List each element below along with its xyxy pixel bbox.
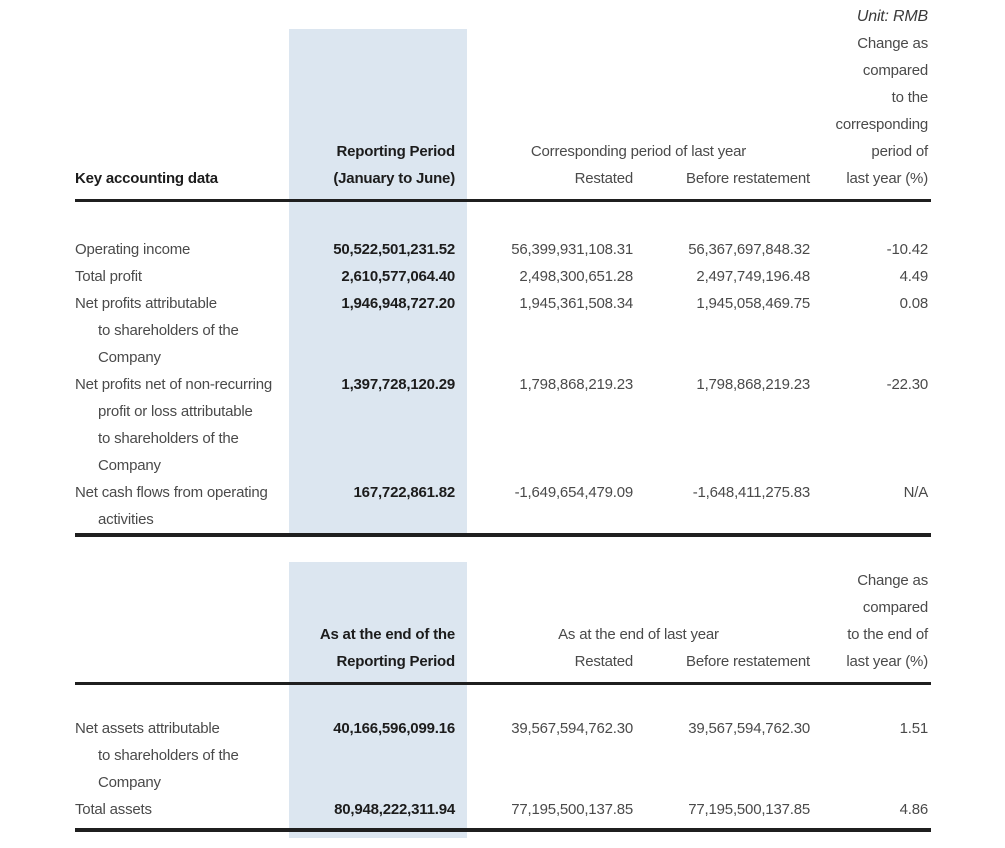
table-row — [75, 684, 931, 797]
reporting-period-value: 2,610,577,064.40 — [341, 268, 455, 285]
balance-sheet-data-table — [75, 562, 931, 832]
table1-col-header-change: Change as compared to the corresponding period of last year (%) — [822, 0, 931, 201]
table2-group-header-title: As at the end of last year — [558, 626, 719, 643]
reporting-period-value: 80,948,222,311.94 — [289, 796, 467, 830]
change-value: -10.42 — [886, 241, 928, 258]
restated-value: 2,498,300,651.28 — [519, 268, 633, 285]
table1-col-header-corresponding-period-group — [467, 0, 822, 201]
before-restatement-value: 39,567,594,762.30 — [688, 720, 810, 737]
change-value: 4.86 — [822, 796, 931, 830]
reporting-period-value: 1,397,728,120.29 — [341, 376, 455, 393]
restated-value: 1,798,868,219.23 — [519, 376, 633, 393]
restated-value: 39,567,594,762.30 — [511, 720, 633, 737]
row-label: Net profits net of non-recurring profit or loss attributable to shareholders of the Company — [75, 376, 273, 474]
table1-header-row — [75, 0, 931, 201]
restated-value: 77,195,500,137.85 — [467, 796, 645, 830]
reporting-period-value: 1,946,948,727.20 — [341, 295, 455, 312]
before-restatement-value: 2,497,749,196.48 — [696, 268, 810, 285]
change-value: 1.51 — [899, 720, 928, 737]
before-restatement-value: 1,945,058,469.75 — [696, 295, 810, 312]
table1-group-header-title: Corresponding period of last year — [530, 143, 747, 160]
key-accounting-data-table — [75, 0, 931, 537]
table2-col-header-empty — [75, 562, 289, 684]
change-value: N/A — [822, 479, 931, 535]
table1-col-header-reporting-period: Reporting Period (January to June) — [289, 0, 467, 201]
table-row — [75, 201, 931, 264]
table1-subheader-restated: Restated — [574, 170, 633, 187]
table2-subheader-restated: Restated — [574, 653, 633, 670]
restated-value: -1,649,654,479.09 — [467, 479, 645, 535]
row-label: Net cash flows from operating activities — [75, 479, 289, 535]
table1-subheader-before-restatement: Before restatement — [686, 170, 810, 187]
restated-value: 56,399,931,108.31 — [511, 241, 633, 258]
table2-subheader-before-restatement: Before restatement — [686, 653, 810, 670]
before-restatement-value: 56,367,697,848.32 — [688, 241, 810, 258]
before-restatement-value: 77,195,500,137.85 — [645, 796, 822, 830]
table-row — [75, 479, 931, 535]
table2-col-header-change: Change as compared to the end of last year (%) — [822, 562, 931, 684]
reporting-period-value: 50,522,501,231.52 — [333, 241, 455, 258]
restated-value: 1,945,361,508.34 — [519, 295, 633, 312]
before-restatement-value: 1,798,868,219.23 — [696, 376, 810, 393]
reporting-period-value: 40,166,596,099.16 — [333, 720, 455, 737]
reporting-period-value: 167,722,861.82 — [289, 479, 467, 535]
unit-label: Unit: RMB — [856, 8, 928, 25]
row-label: Net profits attributable to shareholders of the Company — [75, 295, 239, 366]
table2-col-header-end-of-last-year-group — [467, 562, 822, 684]
table-row — [75, 290, 931, 371]
table2-col-header-end-of-reporting-period: As at the end of the Reporting Period — [289, 562, 467, 684]
table-row — [75, 263, 931, 290]
row-label: Net assets attributable to shareholders of the Company — [75, 720, 239, 791]
row-label: Total assets — [75, 796, 289, 830]
table-row — [75, 796, 931, 830]
change-value: -22.30 — [886, 376, 928, 393]
before-restatement-value: -1,648,411,275.83 — [645, 479, 822, 535]
table2-header-row — [75, 562, 931, 684]
change-value: 0.08 — [899, 295, 928, 312]
row-label: Total profit — [75, 268, 142, 285]
row-label: Operating income — [75, 241, 191, 258]
change-value: 4.49 — [899, 268, 928, 285]
table-row — [75, 371, 931, 479]
table1-col-header-key-accounting-data: Key accounting data — [75, 0, 289, 201]
